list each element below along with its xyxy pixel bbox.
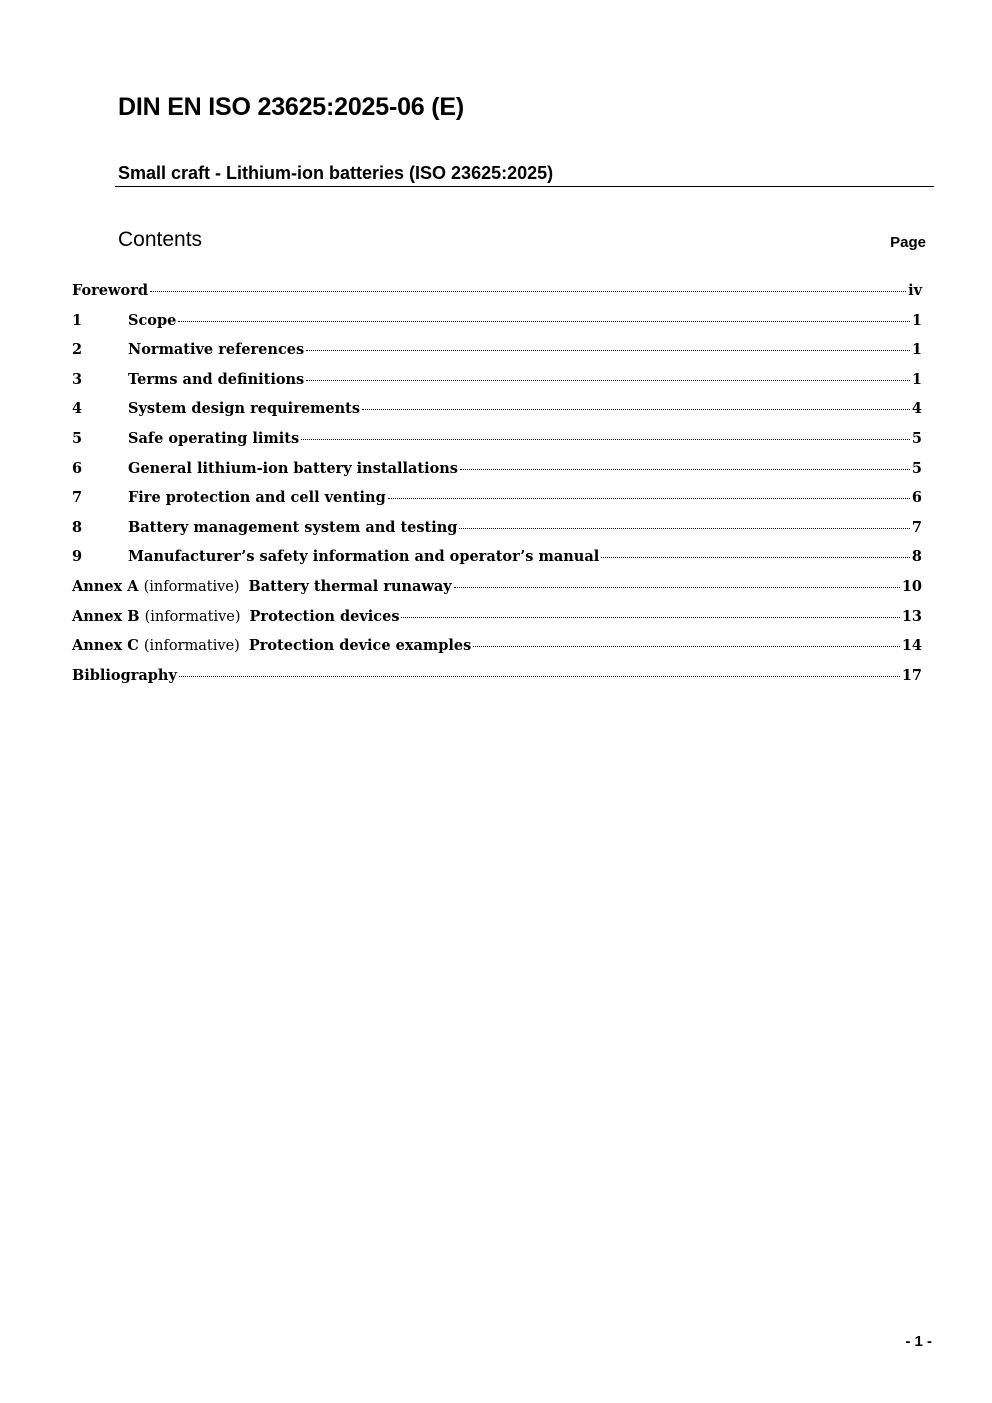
toc-entry-page: 14 <box>901 637 922 655</box>
toc-annex-prefix <box>72 575 240 599</box>
toc-entry-page: 1 <box>911 341 922 359</box>
toc-entry-title: Normative references <box>128 341 305 359</box>
toc-entry-page: 7 <box>911 518 922 536</box>
toc-dot-leader <box>454 587 900 588</box>
toc-entry-number: 8 <box>72 518 83 536</box>
toc-annex-kind: (informative) <box>144 608 241 625</box>
toc-entry-page: iv <box>908 282 922 299</box>
toc-entry-battery-management[interactable] <box>72 516 922 546</box>
toc-dot-leader <box>473 646 900 647</box>
toc-dot-leader <box>150 291 906 292</box>
document-title: DIN EN ISO 23625:2025-06 (E) <box>118 93 464 121</box>
toc-entry-page: 10 <box>901 577 922 595</box>
toc-entry-title: Battery management system and testing <box>128 518 458 536</box>
toc-entry-page: 5 <box>911 429 922 447</box>
table-of-contents <box>72 279 922 693</box>
toc-dot-leader <box>459 528 909 529</box>
toc-entry-title: Terms and definitions <box>128 370 305 388</box>
toc-dot-leader <box>301 439 910 440</box>
toc-entry-terms-and-definitions[interactable] <box>72 368 922 398</box>
toc-entry-system-design-requirements[interactable] <box>72 397 922 427</box>
toc-entry-scope[interactable] <box>72 309 922 339</box>
toc-entry-safety-information[interactable] <box>72 545 922 575</box>
toc-entry-general-installations[interactable] <box>72 457 922 487</box>
toc-annex-label: Annex A <box>72 577 139 595</box>
toc-entry-number: 1 <box>72 311 83 329</box>
toc-entry-number: 3 <box>72 370 83 388</box>
page-number: - 1 - <box>905 1333 932 1350</box>
toc-entry-number: 6 <box>72 459 83 477</box>
toc-dot-leader <box>178 321 910 322</box>
toc-entry-annex-b[interactable] <box>72 605 922 635</box>
toc-entry-title: Protection devices <box>249 607 400 625</box>
toc-entry-title: Battery thermal runaway <box>248 577 452 595</box>
toc-entry-title: Foreword <box>72 282 148 299</box>
toc-entry-number: 9 <box>72 548 83 566</box>
toc-entry-page: 8 <box>911 548 922 566</box>
toc-entry-title: Manufacturer’s safety information and operator’s manual <box>128 548 600 566</box>
toc-entry-foreword[interactable] <box>72 279 922 309</box>
toc-dot-leader <box>388 498 910 499</box>
toc-entry-number: 5 <box>72 429 83 447</box>
toc-entry-title: Bibliography <box>72 666 177 684</box>
toc-entry-annex-c[interactable] <box>72 634 922 664</box>
toc-entry-page: 1 <box>911 370 922 388</box>
toc-entry-page: 6 <box>911 489 922 507</box>
toc-dot-leader <box>460 469 910 470</box>
subtitle-divider <box>115 186 934 187</box>
toc-entry-annex-a[interactable] <box>72 575 922 605</box>
toc-entry-bibliography[interactable] <box>72 664 922 694</box>
toc-entry-fire-protection[interactable] <box>72 486 922 516</box>
page-column-label: Page <box>890 234 926 251</box>
toc-annex-label: Annex C <box>72 637 139 655</box>
toc-entry-title: General lithium-ion battery installations <box>128 459 458 477</box>
toc-entry-title: Fire protection and cell venting <box>128 489 386 507</box>
toc-dot-leader <box>362 409 910 410</box>
toc-entry-number: 7 <box>72 489 83 507</box>
toc-entry-number: 4 <box>72 400 83 418</box>
toc-entry-page: 13 <box>901 607 922 625</box>
toc-entry-page: 4 <box>911 400 922 418</box>
toc-annex-prefix <box>72 634 240 658</box>
toc-entry-page: 1 <box>911 311 922 329</box>
toc-entry-normative-references[interactable] <box>72 338 922 368</box>
toc-entry-number: 2 <box>72 341 83 359</box>
contents-heading: Contents <box>118 228 203 251</box>
toc-entry-title: Scope <box>128 311 177 329</box>
toc-entry-safe-operating-limits[interactable] <box>72 427 922 457</box>
document-subtitle: Small craft - Lithium-ion batteries (ISO 23625:2025) <box>118 163 554 183</box>
toc-dot-leader <box>306 380 910 381</box>
toc-annex-kind: (informative) <box>143 578 240 595</box>
toc-entry-page: 17 <box>901 666 922 684</box>
toc-entry-title: System design requirements <box>128 400 361 418</box>
toc-dot-leader <box>306 350 910 351</box>
toc-entry-title: Protection device examples <box>248 637 472 655</box>
toc-dot-leader <box>401 617 899 618</box>
toc-annex-label: Annex B <box>72 607 140 625</box>
toc-entry-title: Safe operating limits <box>128 429 300 447</box>
toc-entry-page: 5 <box>911 459 922 477</box>
toc-dot-leader <box>179 676 900 677</box>
toc-annex-kind: (informative) <box>143 638 240 655</box>
toc-dot-leader <box>601 557 910 558</box>
toc-annex-prefix <box>72 605 241 629</box>
